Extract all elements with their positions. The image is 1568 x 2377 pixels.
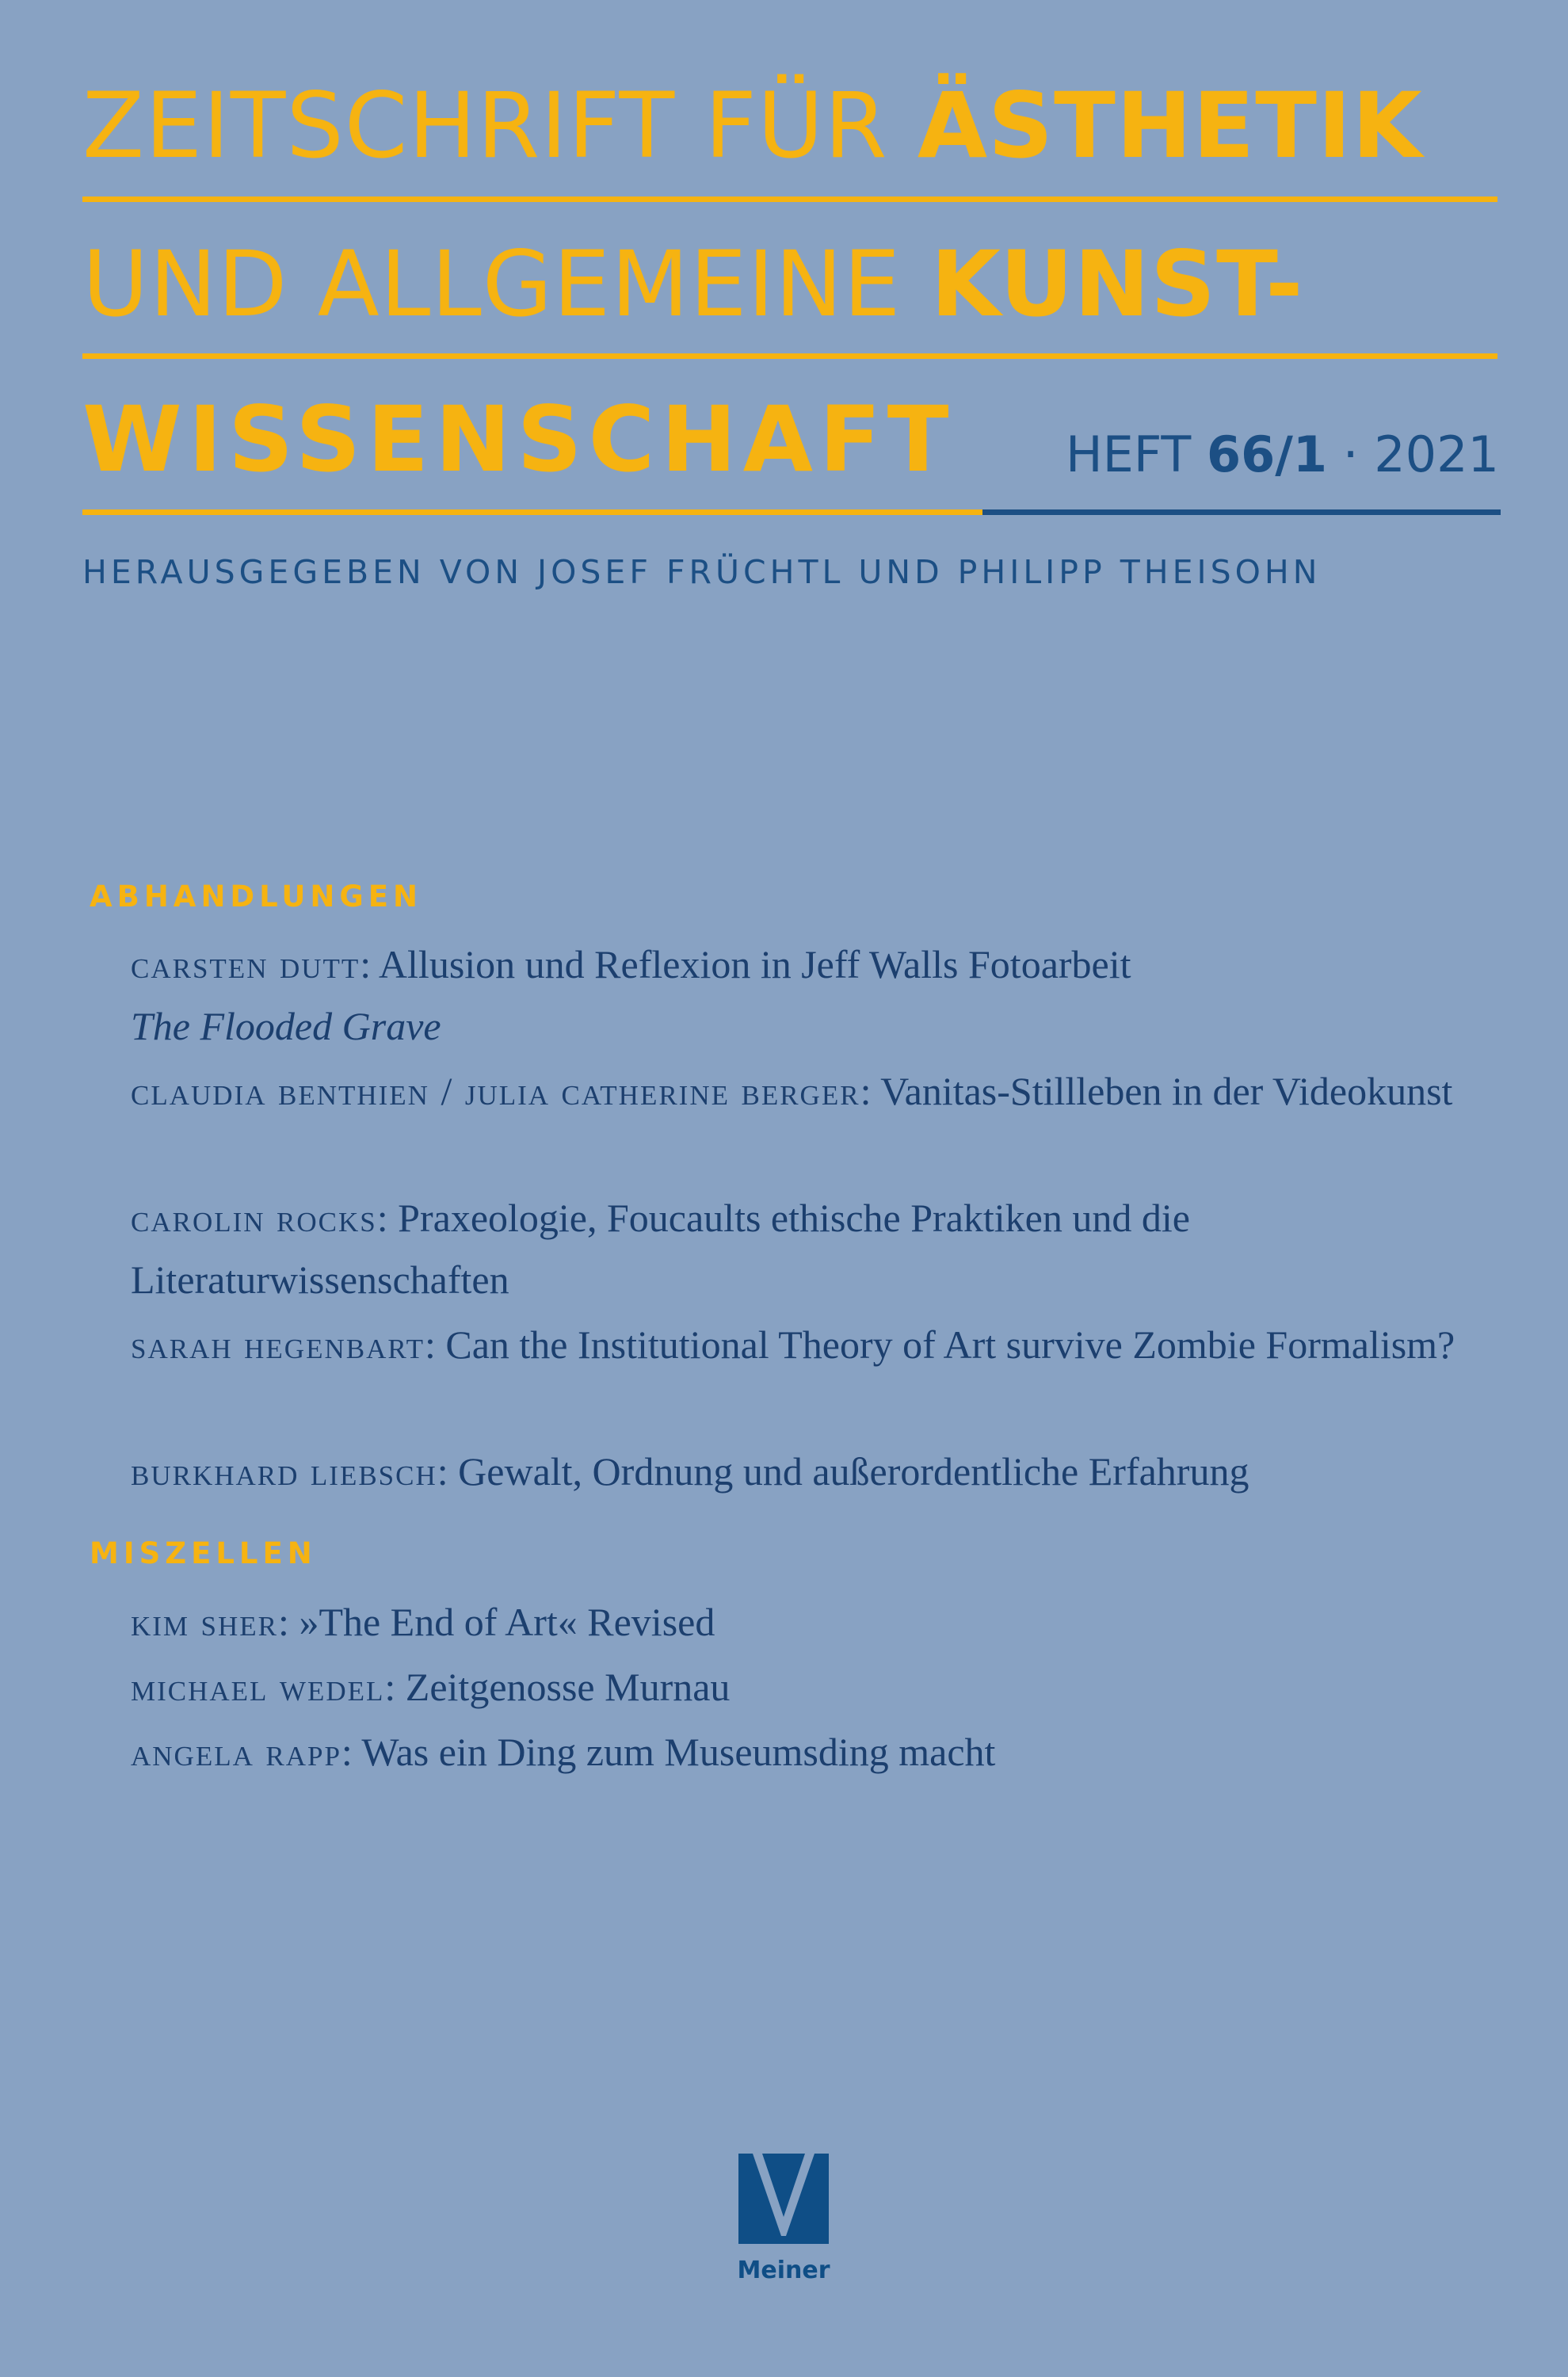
entry-author: kim sher (131, 1600, 279, 1644)
journal-title-line-2 (82, 231, 1304, 337)
entry-separator: : (341, 1730, 362, 1774)
toc-entry (131, 1314, 1509, 1375)
entry-author: carsten dutt (131, 942, 361, 986)
entry-title: »The End of Art« Revised (299, 1600, 715, 1644)
entry-author: michael wedel (131, 1665, 385, 1709)
entry-title: Vanitas-Stillleben in der Videokunst (880, 1069, 1453, 1113)
entry-title: Can the Institutional Theory of Art survive Zombie Formalism? (445, 1322, 1455, 1367)
entry-author: carolin rocks (131, 1196, 377, 1240)
entry-author: claudia benthien / julia catherine berger (131, 1069, 860, 1113)
issue-label: HEFT (1066, 425, 1192, 483)
toc-entry (131, 1591, 1509, 1653)
toc-entry (131, 1656, 1509, 1718)
title-line-1-bold: ÄSTHETIK (917, 73, 1423, 178)
entry-separator: : (376, 1196, 399, 1240)
issue-info (1066, 425, 1499, 483)
journal-title-line-3 (82, 387, 956, 492)
entry-separator: : (278, 1600, 299, 1644)
entry-separator: : (384, 1665, 406, 1709)
meiner-v-logo-icon (738, 2154, 829, 2244)
entry-separator: : (860, 1069, 881, 1113)
title-rule-1 (82, 196, 1497, 202)
entry-title-italic: The Flooded Grave (131, 1004, 441, 1048)
entry-author: angela rapp (131, 1730, 341, 1774)
entry-title: Zeitgenosse Murnau (405, 1665, 731, 1709)
toc-entry (131, 1440, 1509, 1502)
entry-separator: : (424, 1322, 446, 1367)
entry-title: Allusion und Reflexion in Jeff Walls Fotoarbeit (378, 942, 1131, 986)
section-label-abhandlungen: ABHANDLUNGEN (90, 879, 422, 914)
journal-title-line-1 (82, 73, 1423, 178)
title-line-2-regular: UND ALLGEMEINE (82, 231, 931, 337)
toc-entry (131, 1721, 1509, 1783)
publisher-name: Meiner (737, 2257, 830, 2284)
entry-author: sarah hegenbart (131, 1322, 425, 1367)
entry-separator: : (437, 1449, 459, 1494)
title-rule-2 (82, 353, 1497, 359)
issue-year: 2021 (1374, 425, 1499, 483)
entry-title: Gewalt, Ordnung und außerordentliche Erfahrung (458, 1449, 1249, 1494)
section-label-miszellen: MISZELLEN (90, 1536, 317, 1570)
editors-line: HERAUSGEGEBEN VON JOSEF FRÜCHTL UND PHILIPP THEISOHN (82, 553, 1322, 591)
toc-entry (131, 1187, 1509, 1311)
title-rule-3-blue (982, 509, 1501, 515)
title-line-1-regular: ZEITSCHRIFT FÜR (82, 73, 918, 178)
toc-entry (131, 933, 1509, 1057)
title-line-3-bold: WISSENSCHAFT (82, 387, 956, 492)
title-line-2-bold: KUNST- (930, 231, 1304, 337)
entry-author: burkhard liebsch (131, 1449, 437, 1494)
entry-title: Praxeologie, Foucaults ethische Praktiken und die Literaturwissenschaften (131, 1196, 1190, 1302)
issue-number: 66/1 (1206, 425, 1328, 483)
toc-entry (131, 1060, 1509, 1122)
title-rule-3-yellow (82, 509, 982, 515)
entry-separator: : (360, 942, 379, 986)
issue-separator: · (1342, 425, 1359, 483)
entry-title: Was ein Ding zum Museumsding macht (361, 1730, 996, 1774)
